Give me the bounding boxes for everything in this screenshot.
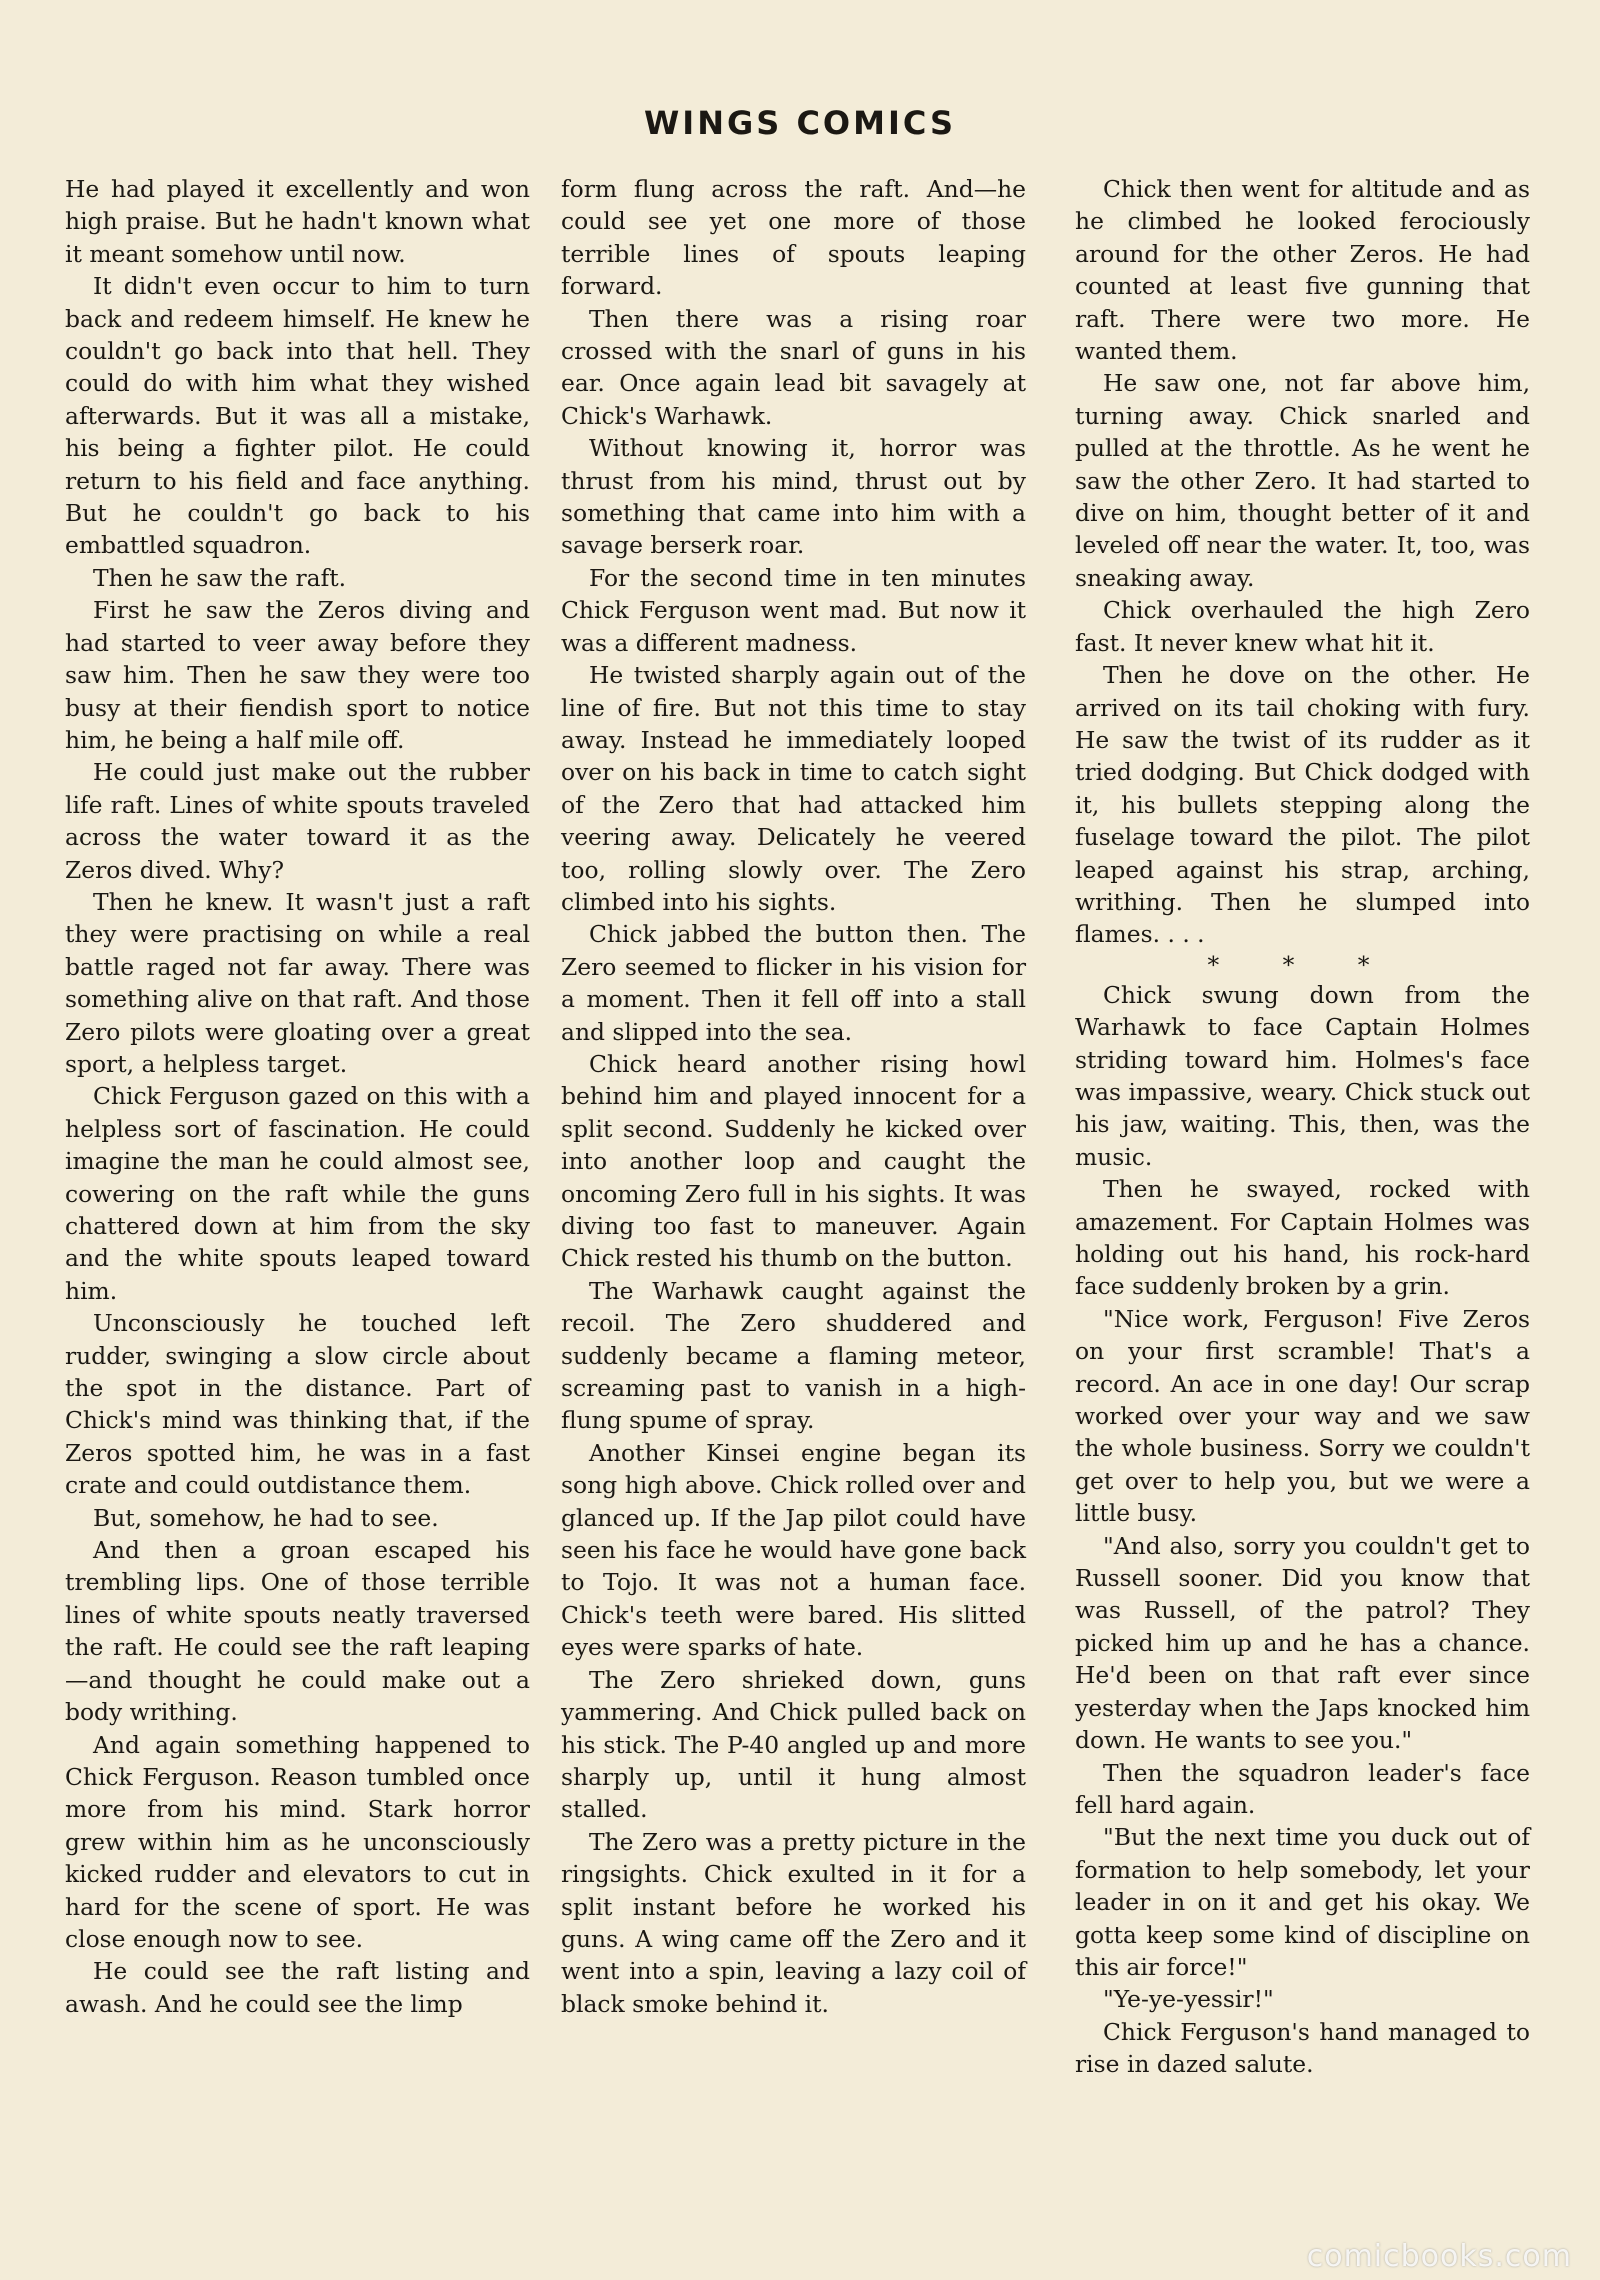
paragraph: "Ye-ye-yessir!": [1103, 1985, 1274, 2014]
text-column-2: [561, 173, 1026, 2020]
paragraph: The Zero was a pretty picture in the ringsights. Chick exulted in it for a split instant before he worked his guns. A wing came off the Zero and it went into a spin, leaving a lazy coil of black smoke behind it.: [561, 1827, 1026, 2018]
paragraph: Then he dove on the other. He arrived on its tail choking with fury. He saw the twist of its rudder as it tried dodging. But Chick dodged with it, his bullets stepping along the fuselage toward the pilot. The pilot leaped against his strap, arching, writhing. Then he slumped into flames. . . .: [1075, 661, 1530, 949]
paragraph: But, somehow, he had to see.: [93, 1503, 439, 1532]
paragraph: Then there was a rising roar crossed with the snarl of guns in his ear. Once again lead bit savagely at Chick's Warhawk.: [561, 304, 1026, 430]
paragraph: "But the next time you duck out of formation to help somebody, let your leader in on it and get his okay. We gotta keep some kind of discipline on this air force!": [1075, 1823, 1530, 1981]
scene-break-asterisks: * * *: [1207, 950, 1398, 979]
paragraph: Chick swung down from the Warhawk to face Captain Holmes striding toward him. Holmes's face was impassive, weary. Chick stuck out his jaw, waiting. This, then, was the music.: [1075, 980, 1530, 1171]
paragraph: Chick overhauled the high Zero fast. It never knew what hit it.: [1075, 596, 1530, 657]
paragraph: Then he saw the raft.: [93, 563, 347, 592]
paragraph: For the second time in ten minutes Chick Ferguson went mad. But now it was a different madness.: [561, 563, 1026, 657]
paragraph: form flung across the raft. And—he could see yet one more of those terrible lines of spouts leaping forward.: [561, 175, 1026, 301]
paragraph: Then the squadron leader's face fell hard again.: [1075, 1758, 1530, 1819]
paragraph: Chick Ferguson gazed on this with a helpless sort of fascination. He could imagine the man he could almost see, cowering on the raft while the guns chattered down at him from the sky and the white spouts leaped toward him.: [65, 1082, 530, 1305]
paragraph: He could just make out the rubber life raft. Lines of white spouts traveled across the water toward it as the Zeros dived. Why?: [65, 758, 530, 884]
paragraph: And then a groan escaped his trembling lips. One of those terrible lines of white spouts neatly traversed the raft. He could see the raft leaping—and thought he could make out a body writhing.: [65, 1536, 530, 1727]
paragraph: Then he knew. It wasn't just a raft they were practising on while a real battle raged not far away. There was something alive on that raft. And those Zero pilots were gloating over a great sport, a helpless target.: [65, 887, 530, 1078]
paragraph: Another Kinsei engine began its song high above. Chick rolled over and glanced up. If the Jap pilot could have seen his face he would have gone back to Tojo. It was not a human face. Chick's teeth were bared. His slitted eyes were sparks of hate.: [561, 1438, 1026, 1662]
text-column-3: [1075, 173, 1530, 2081]
paragraph: He twisted sharply again out of the line of fire. But not this time to stay away. Instead he immediately looped over on his back in time to catch sight of the Zero that had attacked him veering away. Delicately he veered too, rolling slowly over. The Zero climbed into his sights.: [561, 661, 1026, 916]
page-header-title: WINGS COMICS: [644, 104, 956, 142]
paragraph: He saw one, not far above him, turning away. Chick snarled and pulled at the throttle. As he went he saw the other Zero. It had started to dive on him, thought better of it and leveled off near the water. It, too, was sneaking away.: [1075, 369, 1530, 592]
paragraph: "And also, sorry you couldn't get to Russell sooner. Did you know that was Russell, of the patrol? They picked him up and he has a chance. He'd been on that raft ever since yesterday when the Japs knocked him down. He wants to see you.": [1075, 1531, 1530, 1755]
paragraph: Then he swayed, rocked with amazement. For Captain Holmes was holding out his hand, his rock-hard face suddenly broken by a grin.: [1075, 1175, 1530, 1301]
paragraph: He could see the raft listing and awash. And he could see the limp: [65, 1957, 530, 2018]
paragraph: Unconsciously he touched left rudder, swinging a slow circle about the spot in the distance. Part of Chick's mind was thinking that, if the Zeros spotted him, he was in a fast crate and could outdistance them.: [65, 1309, 530, 1500]
paragraph: It didn't even occur to him to turn back and redeem himself. He knew he couldn't go back into that hell. They could do with him what they wished afterwards. But it was all a mistake, his being a fighter pilot. He could return to his field and face anything. But he couldn't go back to his embattled squadron.: [65, 272, 530, 560]
paragraph: The Warhawk caught against the recoil. The Zero shuddered and suddenly became a flaming meteor, screaming past to vanish in a high-flung spume of spray.: [561, 1276, 1026, 1435]
site-watermark: comicbooks.com: [1306, 2239, 1572, 2274]
paragraph: Chick heard another rising howl behind him and played innocent for a split second. Suddenly he kicked over into another loop and caught the oncoming Zero full in his sights. It was diving too fast to maneuver. Again Chick rested his thumb on the button.: [561, 1049, 1026, 1273]
paragraph: Chick then went for altitude and as he climbed he looked ferociously around for the other Zeros. He had counted at least five gunning that raft. There were two more. He wanted them.: [1075, 175, 1530, 366]
paragraph: Chick jabbed the button then. The Zero seemed to flicker in his vision for a moment. Then it fell off into a stall and slipped into the sea.: [561, 920, 1026, 1046]
paragraph: "Nice work, Ferguson! Five Zeros on your first scramble! That's a record. An ace in one day! Our scrap worked over your way and we saw the whole business. Sorry we couldn't get over to help you, but we were a little busy.: [1075, 1304, 1530, 1528]
paragraph: The Zero shrieked down, guns yammering. And Chick pulled back on his stick. The P-40 angled up and more sharply up, until it hung almost stalled.: [561, 1665, 1026, 1824]
text-column-1: [65, 173, 530, 2020]
paragraph: Without knowing it, horror was thrust from his mind, thrust out by something that came into him with a savage berserk roar.: [561, 434, 1026, 560]
paragraph: And again something happened to Chick Ferguson. Reason tumbled once more from his mind. Stark horror grew within him as he unconsciously kicked rudder and elevators to cut in hard for the scene of sport. He was close enough now to see.: [65, 1730, 530, 1953]
paragraph: Chick Ferguson's hand managed to rise in dazed salute.: [1075, 2017, 1530, 2079]
paragraph: He had played it excellently and won high praise. But he hadn't known what it meant somehow until now.: [65, 175, 530, 268]
paragraph: First he saw the Zeros diving and had started to veer away before they saw him. Then he saw they were too busy at their fiendish sport to notice him, he being a half mile off.: [65, 596, 530, 754]
